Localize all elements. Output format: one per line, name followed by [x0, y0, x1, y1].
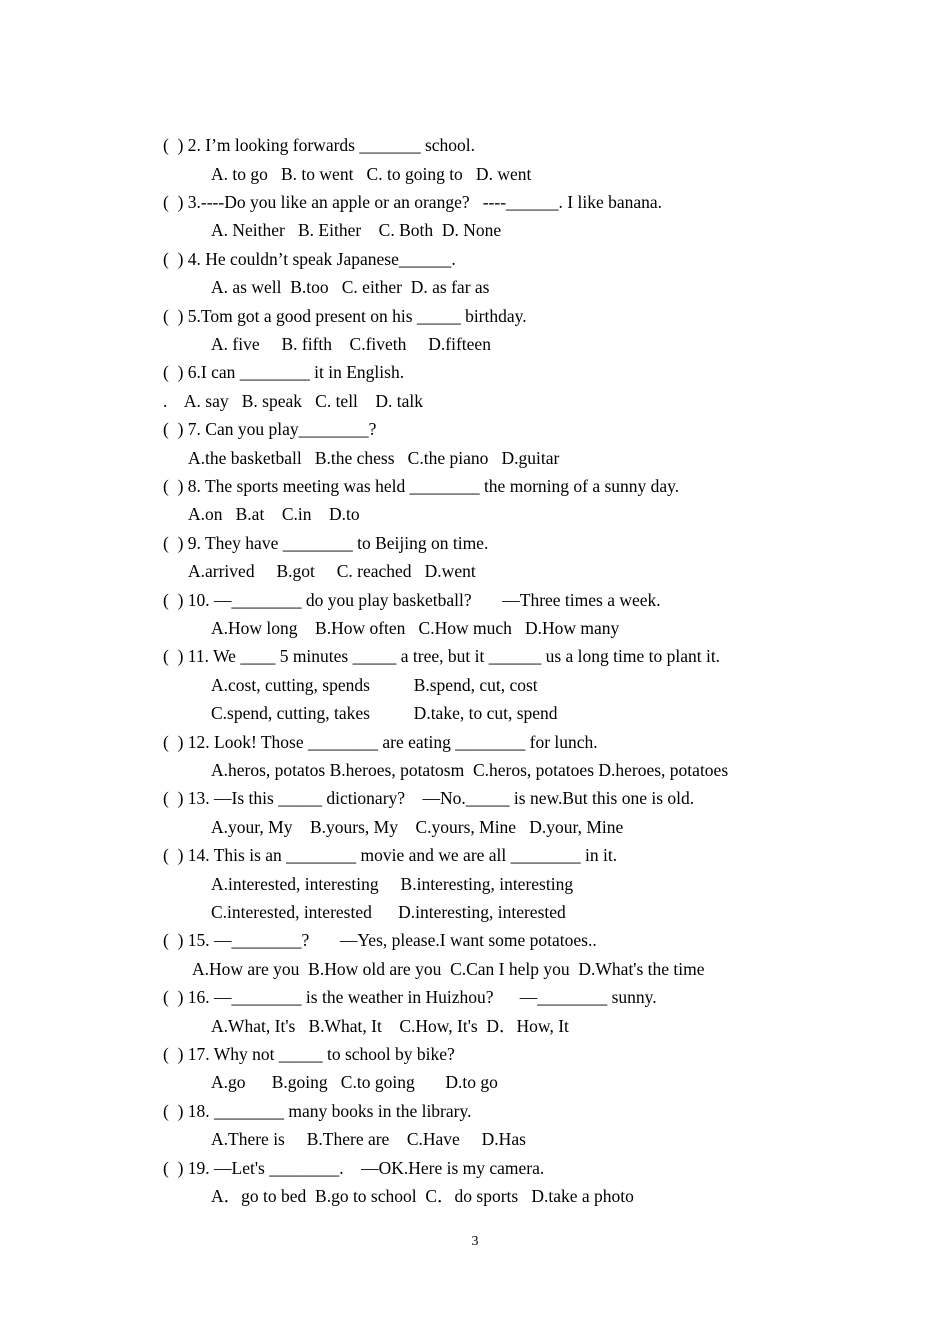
question-19: ( ) 19. —Let's ________. —OK.Here is my camera. — [163, 1158, 545, 1178]
question-14-options-cd: C.interested, interested D.interesting, interested — [211, 902, 566, 922]
question-10-options: A.How long B.How often C.How much D.How many — [211, 618, 620, 638]
question-2-options: A. to go B. to went C. to going to D. went — [211, 164, 532, 184]
question-14-options-ab: A.interested, interesting B.interesting, interesting — [211, 874, 574, 894]
question-4: ( ) 4. He couldn’t speak Japanese______. — [163, 249, 456, 269]
question-16-options: A.What, It's B.What, It C.How, It's D．How, It — [211, 1016, 569, 1036]
question-11-options-ab: A.cost, cutting, spends B.spend, cut, cost — [211, 675, 538, 695]
question-11: ( ) 11. We ____ 5 minutes _____ a tree, but it ______ us a long time to plant it. — [163, 646, 721, 666]
question-6-options: . A. say B. speak C. tell D. talk — [163, 391, 424, 411]
question-9: ( ) 9. They have ________ to Beijing on time. — [163, 533, 489, 553]
question-10: ( ) 10. —________ do you play basketball? —Three times a week. — [163, 590, 661, 610]
question-15-options: A.How are you B.How old are you C.Can I help you D.What's the time — [192, 959, 705, 979]
question-6: ( ) 6.I can ________ it in English. — [163, 362, 405, 382]
question-7: ( ) 7. Can you play________? — [163, 419, 377, 439]
question-18-options: A.There is B.There are C.Have D.Has — [211, 1129, 526, 1149]
question-15: ( ) 15. —________? —Yes, please.I want some potatoes.. — [163, 930, 597, 950]
question-8-options: A.on B.at C.in D.to — [188, 504, 360, 524]
question-17-options: A.go B.going C.to going D.to go — [211, 1072, 498, 1092]
question-3: ( ) 3.----Do you like an apple or an orange? ----______. I like banana. — [163, 192, 663, 212]
question-5: ( ) 5.Tom got a good present on his _____ birthday. — [163, 306, 527, 326]
question-14: ( ) 14. This is an ________ movie and we are all ________ in it. — [163, 845, 618, 865]
question-13-options: A.your, My B.yours, My C.yours, Mine D.your, Mine — [211, 817, 624, 837]
question-7-options: A.the basketball B.the chess C.the piano D.guitar — [188, 448, 560, 468]
question-16: ( ) 16. —________ is the weather in Huizhou? —________ sunny. — [163, 987, 657, 1007]
question-13: ( ) 13. —Is this _____ dictionary? —No._____ is new.But this one is old. — [163, 788, 695, 808]
question-4-options: A. as well B.too C. either D. as far as — [211, 277, 490, 297]
question-19-options: A．go to bed B.go to school C．do sports D.take a photo — [211, 1186, 634, 1206]
question-3-options: A. Neither B. Either C. Both D. None — [211, 220, 502, 240]
question-11-options-cd: C.spend, cutting, takes D.take, to cut, spend — [211, 703, 558, 723]
question-12: ( ) 12. Look! Those ________ are eating ________ for lunch. — [163, 732, 598, 752]
question-8: ( ) 8. The sports meeting was held ________ the morning of a sunny day. — [163, 476, 680, 496]
question-18: ( ) 18. ________ many books in the library. — [163, 1101, 472, 1121]
question-9-options: A.arrived B.got C. reached D.went — [188, 561, 476, 581]
page-number: 3 — [471, 1234, 479, 1249]
question-2: ( ) 2. I’m looking forwards _______ school. — [163, 135, 476, 155]
question-5-options: A. five B. fifth C.fiveth D.fifteen — [211, 334, 491, 354]
question-17: ( ) 17. Why not _____ to school by bike? — [163, 1044, 455, 1064]
question-12-options: A.heros, potatos B.heroes, potatosm C.heros, potatoes D.heroes, potatoes — [211, 760, 729, 780]
